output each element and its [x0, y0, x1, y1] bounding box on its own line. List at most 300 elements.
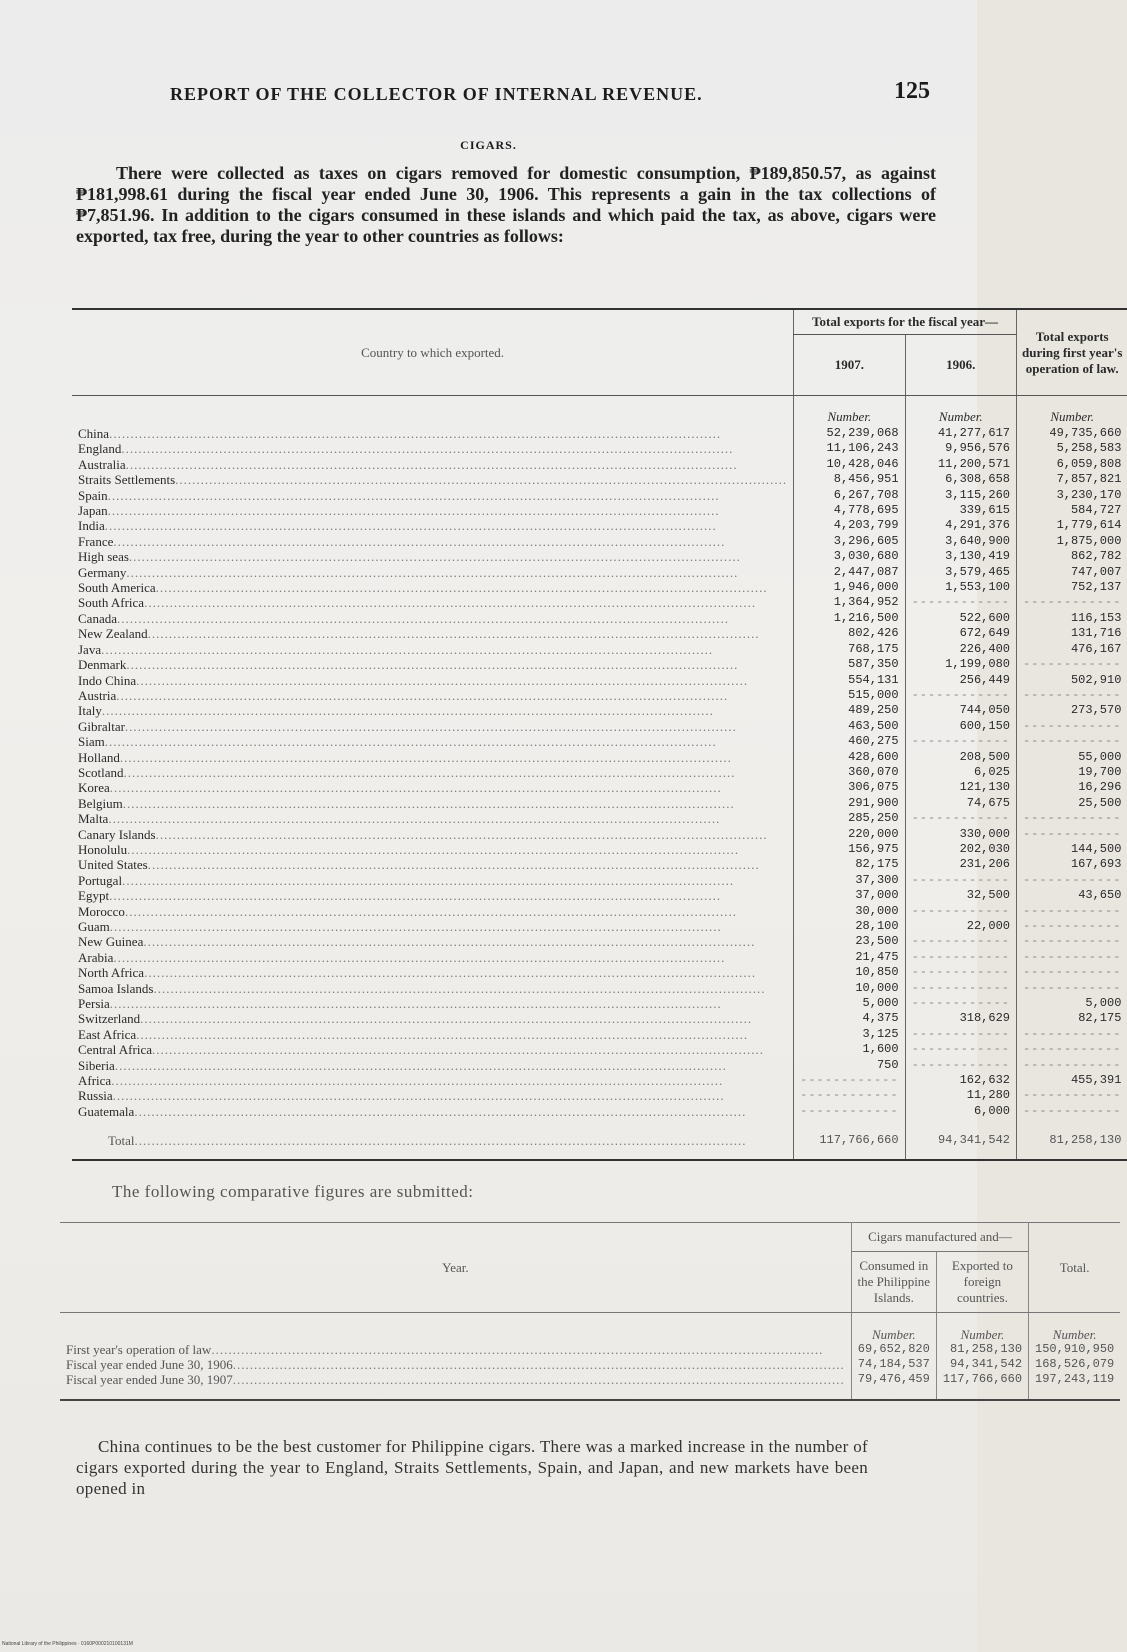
value-1906: ------------	[905, 965, 1016, 980]
closing-paragraph: China continues to be the best customer for Philippine cigars. There was a marked increase in the number of cigars exported during the year to England, Straits Settlements, Spain, and Japan, and new markets have been opened in	[76, 1437, 868, 1498]
value-first-year: ------------	[1016, 595, 1127, 610]
intro-paragraph: There were collected as taxes on cigars removed for domestic consumption, ₱189,850.57, as against ₱181,998.61 during the fiscal year ended June 30, 1906. This represents a gain in the tax collections of ₱7,851.96. In addition to the cigars consumed in these islands and which paid the tax, as above, cigars were exported, tax free, during the year to other countries as follows:	[76, 163, 936, 246]
value-1906: ------------	[905, 595, 1016, 610]
value-1906: ------------	[905, 904, 1016, 919]
exported-value: 117,766,660	[936, 1372, 1028, 1400]
value-1906: 672,649	[905, 626, 1016, 641]
dot-leader	[111, 1073, 787, 1088]
dot-leader	[148, 626, 787, 641]
country-name: Morocco	[78, 903, 125, 919]
value-1907: 4,203,799	[794, 518, 905, 533]
dot-leader	[144, 965, 787, 980]
value-first-year: 167,693	[1016, 857, 1127, 872]
value-1907: 3,125	[794, 1027, 905, 1042]
country-name: Austria	[78, 687, 117, 703]
country-name: Arabia	[78, 949, 114, 965]
value-first-year: 5,000	[1016, 996, 1127, 1011]
value-first-year: 584,727	[1016, 503, 1127, 518]
country-cell	[72, 981, 794, 996]
value-1906: 231,206	[905, 857, 1016, 872]
country-name: Siberia	[78, 1057, 115, 1073]
country-cell	[72, 719, 794, 734]
country-cell	[72, 919, 794, 934]
country-name: Central Africa	[78, 1042, 152, 1058]
consumed-header: Consumed in the Philippine Islands.	[851, 1252, 936, 1313]
table-row	[72, 1088, 1127, 1103]
value-1906: ------------	[905, 734, 1016, 749]
total-first-year: 81,258,130	[1016, 1119, 1127, 1159]
value-1907: 5,000	[794, 996, 905, 1011]
country-cell	[72, 1104, 794, 1119]
consumed-value: 79,476,459	[851, 1372, 936, 1400]
value-1907: 360,070	[794, 765, 905, 780]
country-name: Germany	[78, 564, 127, 580]
table-row	[72, 1027, 1127, 1042]
country-cell	[72, 626, 794, 641]
dot-leader	[143, 934, 787, 949]
country-cell	[72, 611, 794, 626]
table-row	[72, 842, 1127, 857]
manufactured-group-header: Cigars manufactured and—	[851, 1223, 1028, 1252]
value-first-year: 16,296	[1016, 780, 1127, 795]
running-header	[170, 78, 930, 105]
dot-leader	[113, 534, 787, 549]
country-name: Guam	[78, 919, 110, 934]
dot-leader	[175, 472, 787, 487]
country-cell	[72, 426, 794, 441]
total-cell	[72, 1119, 794, 1159]
country-cell	[72, 996, 794, 1011]
value-1907: 1,946,000	[794, 580, 905, 595]
country-cell	[72, 534, 794, 549]
table-row	[72, 673, 1127, 688]
value-1907: 4,375	[794, 1011, 905, 1026]
value-1906: 6,025	[905, 765, 1016, 780]
exports-table	[72, 308, 1127, 1161]
value-1906: ------------	[905, 873, 1016, 888]
country-name: North Africa	[78, 965, 145, 981]
country-name: East Africa	[78, 1026, 137, 1042]
table-row	[72, 657, 1127, 672]
total-label: Total	[108, 1133, 135, 1149]
value-1907: ------------	[794, 1104, 905, 1119]
country-cell	[72, 857, 794, 872]
value-1907: 23,500	[794, 934, 905, 949]
table-row	[72, 719, 1127, 734]
country-name: Holland	[78, 749, 120, 765]
unit-label: Number.	[851, 1313, 936, 1343]
value-1907: 11,106,243	[794, 441, 905, 456]
dot-leader	[136, 1027, 787, 1042]
year-cell	[60, 1357, 851, 1372]
value-first-year: 273,570	[1016, 703, 1127, 718]
value-1906: 6,000	[905, 1104, 1016, 1119]
value-1907: 802,426	[794, 626, 905, 641]
dot-leader	[102, 703, 787, 718]
value-1907: ------------	[794, 1073, 905, 1088]
country-cell	[72, 827, 794, 842]
table-row	[72, 441, 1127, 456]
table-row	[72, 688, 1127, 703]
table-row	[60, 1372, 1120, 1400]
value-1906: 3,115,260	[905, 488, 1016, 503]
value-1907: 37,300	[794, 873, 905, 888]
dot-leader	[129, 549, 787, 564]
value-first-year: ------------	[1016, 827, 1127, 842]
value-first-year: ------------	[1016, 734, 1127, 749]
value-first-year: ------------	[1016, 688, 1127, 703]
year-label: Fiscal year ended June 30, 1907	[66, 1372, 233, 1387]
unit-row	[72, 396, 1127, 427]
dot-leader	[126, 565, 787, 580]
value-first-year: 862,782	[1016, 549, 1127, 564]
value-first-year: 82,175	[1016, 1011, 1127, 1026]
dot-leader	[109, 426, 787, 441]
table-row	[72, 1058, 1127, 1073]
value-1907: 30,000	[794, 904, 905, 919]
table-row	[72, 904, 1127, 919]
country-cell	[72, 503, 794, 518]
country-cell	[72, 934, 794, 949]
total-value: 150,910,950	[1029, 1342, 1121, 1357]
dot-leader	[233, 1372, 845, 1387]
value-1906: ------------	[905, 981, 1016, 996]
country-name: India	[78, 518, 105, 534]
table-row	[72, 642, 1127, 657]
value-first-year: 502,910	[1016, 673, 1127, 688]
dot-leader	[116, 688, 787, 703]
value-1906: 11,280	[905, 1088, 1016, 1103]
value-1907: 489,250	[794, 703, 905, 718]
value-1906: 9,956,576	[905, 441, 1016, 456]
country-cell	[72, 904, 794, 919]
country-name: Malta	[78, 811, 109, 827]
table-row	[72, 1104, 1127, 1119]
country-cell	[72, 842, 794, 857]
value-1906: 22,000	[905, 919, 1016, 934]
country-cell	[72, 1011, 794, 1026]
dot-leader	[110, 919, 787, 934]
unit-row	[60, 1313, 1120, 1343]
value-1906: 1,553,100	[905, 580, 1016, 595]
value-1906: 11,200,571	[905, 457, 1016, 472]
table-row	[72, 996, 1127, 1011]
value-first-year: 19,700	[1016, 765, 1127, 780]
country-name: Belgium	[78, 795, 123, 811]
total-1906: 94,341,542	[905, 1119, 1016, 1159]
country-name: Honolulu	[78, 841, 128, 857]
country-name: Denmark	[78, 657, 127, 673]
table-row	[72, 534, 1127, 549]
value-1906: 3,130,419	[905, 549, 1016, 564]
dot-leader	[109, 888, 787, 903]
country-cell	[72, 488, 794, 503]
value-first-year: 131,716	[1016, 626, 1127, 641]
value-1907: 306,075	[794, 780, 905, 795]
value-first-year: ------------	[1016, 719, 1127, 734]
value-1906: 318,629	[905, 1011, 1016, 1026]
value-first-year: ------------	[1016, 1104, 1127, 1119]
dot-leader	[125, 904, 787, 919]
country-cell	[72, 565, 794, 580]
value-1906: 4,291,376	[905, 518, 1016, 533]
country-name: Portugal	[78, 872, 123, 888]
value-1907: 21,475	[794, 950, 905, 965]
value-1907: 37,000	[794, 888, 905, 903]
table-row	[72, 965, 1127, 980]
value-1906: 121,130	[905, 780, 1016, 795]
country-cell	[72, 1088, 794, 1103]
value-first-year: ------------	[1016, 1027, 1127, 1042]
dot-leader	[126, 657, 787, 672]
table-row	[72, 934, 1127, 949]
value-1906: ------------	[905, 688, 1016, 703]
table-row	[72, 765, 1127, 780]
value-1907: 220,000	[794, 827, 905, 842]
table-row	[72, 950, 1127, 965]
country-name: Gibraltar	[78, 718, 125, 734]
value-1907: 554,131	[794, 673, 905, 688]
value-1906: 744,050	[905, 703, 1016, 718]
dot-leader	[105, 734, 787, 749]
dot-leader	[136, 673, 787, 688]
consumed-value: 69,652,820	[851, 1342, 936, 1357]
value-first-year: 455,391	[1016, 1073, 1127, 1088]
value-first-year: ------------	[1016, 1088, 1127, 1103]
value-1906: 339,615	[905, 503, 1016, 518]
value-1907: 750	[794, 1058, 905, 1073]
value-first-year: 116,153	[1016, 611, 1127, 626]
value-1907: 10,850	[794, 965, 905, 980]
value-1907: 285,250	[794, 811, 905, 826]
value-1907: 463,500	[794, 719, 905, 734]
country-cell	[72, 811, 794, 826]
country-cell	[72, 642, 794, 657]
country-cell	[72, 750, 794, 765]
dot-leader	[140, 1011, 787, 1026]
value-1906: 3,640,900	[905, 534, 1016, 549]
unit-label: Number.	[1016, 396, 1127, 427]
country-cell	[72, 1042, 794, 1057]
comparative-table	[60, 1222, 1120, 1401]
value-first-year: ------------	[1016, 919, 1127, 934]
value-1906: ------------	[905, 934, 1016, 949]
value-first-year: ------------	[1016, 934, 1127, 949]
table-row	[72, 919, 1127, 934]
country-name: United States	[78, 857, 148, 873]
value-first-year: 1,779,614	[1016, 518, 1127, 533]
country-name: Australia	[78, 456, 126, 472]
country-name: Samoa Islands	[78, 980, 154, 996]
country-name: Korea	[78, 780, 110, 796]
table-row	[72, 734, 1127, 749]
country-cell	[72, 595, 794, 610]
country-name: Canary Islands	[78, 826, 156, 842]
value-first-year: 55,000	[1016, 750, 1127, 765]
value-1906: 226,400	[905, 642, 1016, 657]
total-value: 168,526,079	[1029, 1357, 1121, 1372]
table-row	[72, 981, 1127, 996]
country-name: Africa	[78, 1073, 112, 1089]
country-name: Straits Settlements	[78, 472, 176, 488]
exported-header: Exported to foreign countries.	[936, 1252, 1028, 1313]
country-cell	[72, 703, 794, 718]
value-1906: ------------	[905, 811, 1016, 826]
value-1907: 515,000	[794, 688, 905, 703]
country-header: Country to which exported.	[72, 309, 794, 396]
value-first-year: ------------	[1016, 965, 1127, 980]
value-1906: 330,000	[905, 827, 1016, 842]
country-name: Spain	[78, 487, 108, 503]
value-1906: 41,277,617	[905, 426, 1016, 441]
value-1907: 10,000	[794, 981, 905, 996]
table-row	[72, 811, 1127, 826]
table-row	[60, 1342, 1120, 1357]
value-first-year: ------------	[1016, 981, 1127, 996]
value-first-year: 25,500	[1016, 796, 1127, 811]
exported-value: 81,258,130	[936, 1342, 1028, 1357]
dot-leader	[135, 1133, 788, 1148]
table-row	[72, 472, 1127, 487]
country-name: High seas	[78, 549, 129, 565]
country-name: Italy	[78, 703, 102, 719]
value-first-year: ------------	[1016, 1058, 1127, 1073]
table-row	[72, 457, 1127, 472]
dot-leader	[117, 611, 787, 626]
country-name: Japan	[78, 503, 108, 519]
value-1907: 1,216,500	[794, 611, 905, 626]
country-name: Java	[78, 641, 102, 657]
country-cell	[72, 873, 794, 888]
table-row	[72, 549, 1127, 564]
country-name: Russia	[78, 1088, 113, 1104]
dot-leader	[108, 503, 788, 518]
value-first-year: 5,258,583	[1016, 441, 1127, 456]
value-first-year: 752,137	[1016, 580, 1127, 595]
dot-leader	[152, 1042, 787, 1057]
dot-leader	[211, 1342, 844, 1357]
country-name: France	[78, 533, 114, 549]
country-cell	[72, 765, 794, 780]
country-name: South America	[78, 580, 156, 596]
comparative-intro: The following comparative figures are submitted:	[112, 1182, 474, 1201]
table-row	[72, 611, 1127, 626]
dot-leader	[134, 1104, 787, 1119]
country-cell	[72, 1027, 794, 1042]
country-cell	[72, 472, 794, 487]
value-1907: ------------	[794, 1088, 905, 1103]
dot-leader	[105, 518, 787, 533]
value-first-year: 49,735,660	[1016, 426, 1127, 441]
total-header: Total.	[1029, 1223, 1121, 1313]
dot-leader	[101, 642, 787, 657]
value-1906: 32,500	[905, 888, 1016, 903]
country-name: New Guinea	[78, 934, 144, 950]
value-1906: 522,600	[905, 611, 1016, 626]
value-1906: 256,449	[905, 673, 1016, 688]
value-1906: ------------	[905, 950, 1016, 965]
value-first-year: ------------	[1016, 811, 1127, 826]
dot-leader	[125, 719, 787, 734]
consumed-value: 74,184,537	[851, 1357, 936, 1372]
country-name: Indo China	[78, 672, 137, 688]
country-cell	[72, 657, 794, 672]
country-name: Siam	[78, 734, 105, 750]
table-row	[72, 1011, 1127, 1026]
table-row	[72, 827, 1127, 842]
value-1907: 291,900	[794, 796, 905, 811]
value-1906: 202,030	[905, 842, 1016, 857]
dot-leader	[123, 796, 787, 811]
table-row	[72, 626, 1127, 641]
table-row	[72, 488, 1127, 503]
value-1906: 6,308,658	[905, 472, 1016, 487]
dot-leader	[233, 1357, 845, 1372]
value-1907: 4,778,695	[794, 503, 905, 518]
country-cell	[72, 457, 794, 472]
country-cell	[72, 796, 794, 811]
dot-leader	[113, 950, 787, 965]
value-first-year: 476,167	[1016, 642, 1127, 657]
value-1906: 3,579,465	[905, 565, 1016, 580]
year-label: Fiscal year ended June 30, 1906	[66, 1357, 233, 1372]
country-name: Guatemala	[78, 1103, 135, 1119]
value-1907: 10,428,046	[794, 457, 905, 472]
report-title: REPORT OF THE COLLECTOR OF INTERNAL REVENUE.	[170, 84, 703, 104]
table-row	[72, 857, 1127, 872]
dot-leader	[115, 1058, 787, 1073]
country-cell	[72, 518, 794, 533]
exported-value: 94,341,542	[936, 1357, 1028, 1372]
table-row	[72, 518, 1127, 533]
value-1907: 2,447,087	[794, 565, 905, 580]
value-1906: ------------	[905, 1027, 1016, 1042]
table-row	[72, 580, 1127, 595]
exports-table-body	[72, 396, 1127, 1160]
dot-leader	[122, 873, 787, 888]
value-1907: 156,975	[794, 842, 905, 857]
dot-leader	[121, 441, 787, 456]
value-1906: 74,675	[905, 796, 1016, 811]
country-cell	[72, 441, 794, 456]
value-first-year: 43,650	[1016, 888, 1127, 903]
year-header: Year.	[60, 1223, 851, 1313]
table-row	[72, 503, 1127, 518]
unit-label: Number.	[905, 396, 1016, 427]
value-1907: 3,296,605	[794, 534, 905, 549]
table-row	[72, 565, 1127, 580]
table-row	[72, 888, 1127, 903]
value-1907: 1,600	[794, 1042, 905, 1057]
dot-leader	[108, 488, 788, 503]
value-1906: 162,632	[905, 1073, 1016, 1088]
country-cell	[72, 950, 794, 965]
value-1907: 768,175	[794, 642, 905, 657]
value-1906: 1,199,080	[905, 657, 1016, 672]
total-row	[72, 1119, 1127, 1159]
value-first-year: ------------	[1016, 657, 1127, 672]
country-name: Egypt	[78, 888, 110, 904]
value-first-year: ------------	[1016, 904, 1127, 919]
value-1907: 460,275	[794, 734, 905, 749]
country-name: Persia	[78, 996, 110, 1012]
country-cell	[72, 965, 794, 980]
value-first-year: 1,875,000	[1016, 534, 1127, 549]
value-first-year: ------------	[1016, 1042, 1127, 1057]
value-first-year: ------------	[1016, 873, 1127, 888]
value-1907: 428,600	[794, 750, 905, 765]
value-1907: 3,030,680	[794, 549, 905, 564]
